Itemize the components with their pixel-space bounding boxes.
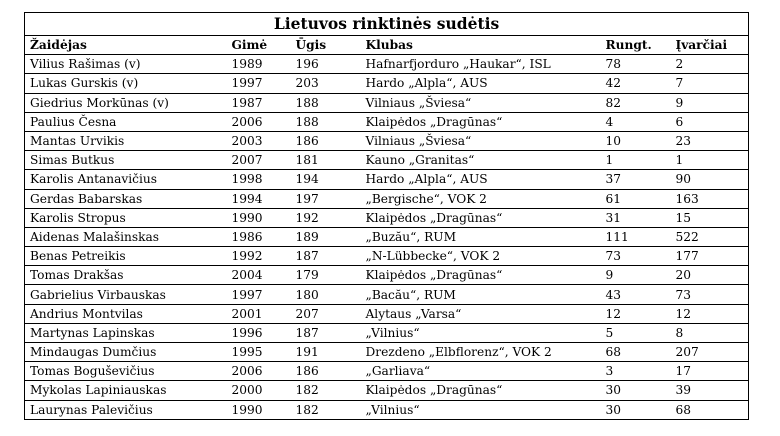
height-cell: 186 [291, 131, 361, 150]
games-cell: 82 [601, 93, 671, 112]
table-row [25, 266, 749, 285]
games-cell: 111 [601, 227, 671, 246]
player-name-cell: Mykolas Lapiniauskas [25, 381, 227, 400]
height-cell: 181 [291, 151, 361, 170]
club-cell: Klaipėdos „Dragūnas“ [361, 381, 601, 400]
player-name-cell: Andrius Montvilas [25, 304, 227, 323]
goals-cell: 9 [671, 93, 749, 112]
goals-cell: 73 [671, 285, 749, 304]
club-cell: „Vilnius“ [361, 400, 601, 419]
goals-cell: 207 [671, 343, 749, 362]
height-cell: 194 [291, 170, 361, 189]
games-cell: 43 [601, 285, 671, 304]
games-cell: 1 [601, 151, 671, 170]
games-cell: 5 [601, 323, 671, 342]
header-games: Rungt. [601, 36, 671, 55]
birth-year-cell: 2007 [227, 151, 291, 170]
birth-year-cell: 1986 [227, 227, 291, 246]
birth-year-cell: 2006 [227, 362, 291, 381]
player-name-cell: Gabrielius Virbauskas [25, 285, 227, 304]
birth-year-cell: 2006 [227, 112, 291, 131]
table-row [25, 208, 749, 227]
header-player: Žaidėjas [25, 36, 227, 55]
table-row [25, 170, 749, 189]
height-cell: 196 [291, 55, 361, 74]
height-cell: 207 [291, 304, 361, 323]
goals-cell: 12 [671, 304, 749, 323]
games-cell: 3 [601, 362, 671, 381]
player-name-cell: Vilius Rašimas (v) [25, 55, 227, 74]
goals-cell: 8 [671, 323, 749, 342]
player-name-cell: Giedrius Morkūnas (v) [25, 93, 227, 112]
birth-year-cell: 1987 [227, 93, 291, 112]
birth-year-cell: 1995 [227, 343, 291, 362]
games-cell: 30 [601, 400, 671, 419]
goals-cell: 163 [671, 189, 749, 208]
table-title: Lietuvos rinktinės sudėtis [25, 13, 749, 36]
player-name-cell: Karolis Antanavičius [25, 170, 227, 189]
table-row [25, 131, 749, 150]
header-goals: Įvarčiai [671, 36, 749, 55]
header-row [25, 36, 749, 55]
club-cell: Klaipėdos „Dragūnas“ [361, 112, 601, 131]
birth-year-cell: 2000 [227, 381, 291, 400]
club-cell: Alytaus „Varsa“ [361, 304, 601, 323]
club-cell: Kauno „Granitas“ [361, 151, 601, 170]
games-cell: 10 [601, 131, 671, 150]
birth-year-cell: 2001 [227, 304, 291, 323]
club-cell: Vilniaus „Šviesa“ [361, 131, 601, 150]
table-row [25, 189, 749, 208]
club-cell: „Bacău“, RUM [361, 285, 601, 304]
table-row [25, 151, 749, 170]
games-cell: 37 [601, 170, 671, 189]
club-cell: Klaipėdos „Dragūnas“ [361, 266, 601, 285]
player-name-cell: Mindaugas Dumčius [25, 343, 227, 362]
club-cell: Hardo „Alpla“, AUS [361, 170, 601, 189]
birth-year-cell: 1990 [227, 400, 291, 419]
table-row [25, 55, 749, 74]
club-cell: Hafnarfjorduro „Haukar“, ISL [361, 55, 601, 74]
table-row [25, 112, 749, 131]
header-born: Gimė [227, 36, 291, 55]
games-cell: 78 [601, 55, 671, 74]
goals-cell: 6 [671, 112, 749, 131]
goals-cell: 177 [671, 247, 749, 266]
games-cell: 31 [601, 208, 671, 227]
player-name-cell: Tomas Boguševičius [25, 362, 227, 381]
birth-year-cell: 1994 [227, 189, 291, 208]
height-cell: 186 [291, 362, 361, 381]
club-cell: „Buzău“, RUM [361, 227, 601, 246]
goals-cell: 2 [671, 55, 749, 74]
player-name-cell: Benas Petreikis [25, 247, 227, 266]
player-name-cell: Martynas Lapinskas [25, 323, 227, 342]
player-name-cell: Mantas Urvikis [25, 131, 227, 150]
height-cell: 188 [291, 112, 361, 131]
player-name-cell: Aidenas Malašinskas [25, 227, 227, 246]
table-row [25, 74, 749, 93]
games-cell: 9 [601, 266, 671, 285]
games-cell: 68 [601, 343, 671, 362]
goals-cell: 68 [671, 400, 749, 419]
table-row [25, 381, 749, 400]
height-cell: 187 [291, 247, 361, 266]
goals-cell: 15 [671, 208, 749, 227]
club-cell: Drezdeno „Elbflorenz“, VOK 2 [361, 343, 601, 362]
birth-year-cell: 1989 [227, 55, 291, 74]
goals-cell: 39 [671, 381, 749, 400]
birth-year-cell: 1998 [227, 170, 291, 189]
birth-year-cell: 1992 [227, 247, 291, 266]
player-name-cell: Tomas Drakšas [25, 266, 227, 285]
height-cell: 203 [291, 74, 361, 93]
height-cell: 197 [291, 189, 361, 208]
player-name-cell: Lukas Gurskis (v) [25, 74, 227, 93]
games-cell: 73 [601, 247, 671, 266]
height-cell: 188 [291, 93, 361, 112]
goals-cell: 1 [671, 151, 749, 170]
player-name-cell: Paulius Česna [25, 112, 227, 131]
player-name-cell: Simas Butkus [25, 151, 227, 170]
table-row [25, 323, 749, 342]
table-row [25, 304, 749, 323]
birth-year-cell: 1997 [227, 285, 291, 304]
table-row [25, 247, 749, 266]
birth-year-cell: 1990 [227, 208, 291, 227]
birth-year-cell: 2003 [227, 131, 291, 150]
goals-cell: 7 [671, 74, 749, 93]
title-row [25, 13, 749, 36]
height-cell: 189 [291, 227, 361, 246]
height-cell: 192 [291, 208, 361, 227]
club-cell: Hardo „Alpla“, AUS [361, 74, 601, 93]
header-club: Klubas [361, 36, 601, 55]
club-cell: „Garliava“ [361, 362, 601, 381]
club-cell: „Vilnius“ [361, 323, 601, 342]
height-cell: 180 [291, 285, 361, 304]
games-cell: 30 [601, 381, 671, 400]
games-cell: 4 [601, 112, 671, 131]
table-row [25, 93, 749, 112]
goals-cell: 23 [671, 131, 749, 150]
club-cell: „Bergische“, VOK 2 [361, 189, 601, 208]
goals-cell: 522 [671, 227, 749, 246]
birth-year-cell: 2004 [227, 266, 291, 285]
table-row [25, 285, 749, 304]
club-cell: Klaipėdos „Dragūnas“ [361, 208, 601, 227]
games-cell: 12 [601, 304, 671, 323]
birth-year-cell: 1997 [227, 74, 291, 93]
games-cell: 61 [601, 189, 671, 208]
height-cell: 191 [291, 343, 361, 362]
goals-cell: 90 [671, 170, 749, 189]
goals-cell: 17 [671, 362, 749, 381]
club-cell: Vilniaus „Šviesa“ [361, 93, 601, 112]
height-cell: 182 [291, 381, 361, 400]
player-name-cell: Gerdas Babarskas [25, 189, 227, 208]
club-cell: „N-Lübbecke“, VOK 2 [361, 247, 601, 266]
roster-table [24, 12, 749, 420]
table-row [25, 400, 749, 419]
player-name-cell: Laurynas Palevičius [25, 400, 227, 419]
height-cell: 182 [291, 400, 361, 419]
header-height: Ūgis [291, 36, 361, 55]
games-cell: 42 [601, 74, 671, 93]
table-row [25, 343, 749, 362]
player-name-cell: Karolis Stropus [25, 208, 227, 227]
height-cell: 179 [291, 266, 361, 285]
goals-cell: 20 [671, 266, 749, 285]
height-cell: 187 [291, 323, 361, 342]
table-row [25, 227, 749, 246]
table-row [25, 362, 749, 381]
birth-year-cell: 1996 [227, 323, 291, 342]
